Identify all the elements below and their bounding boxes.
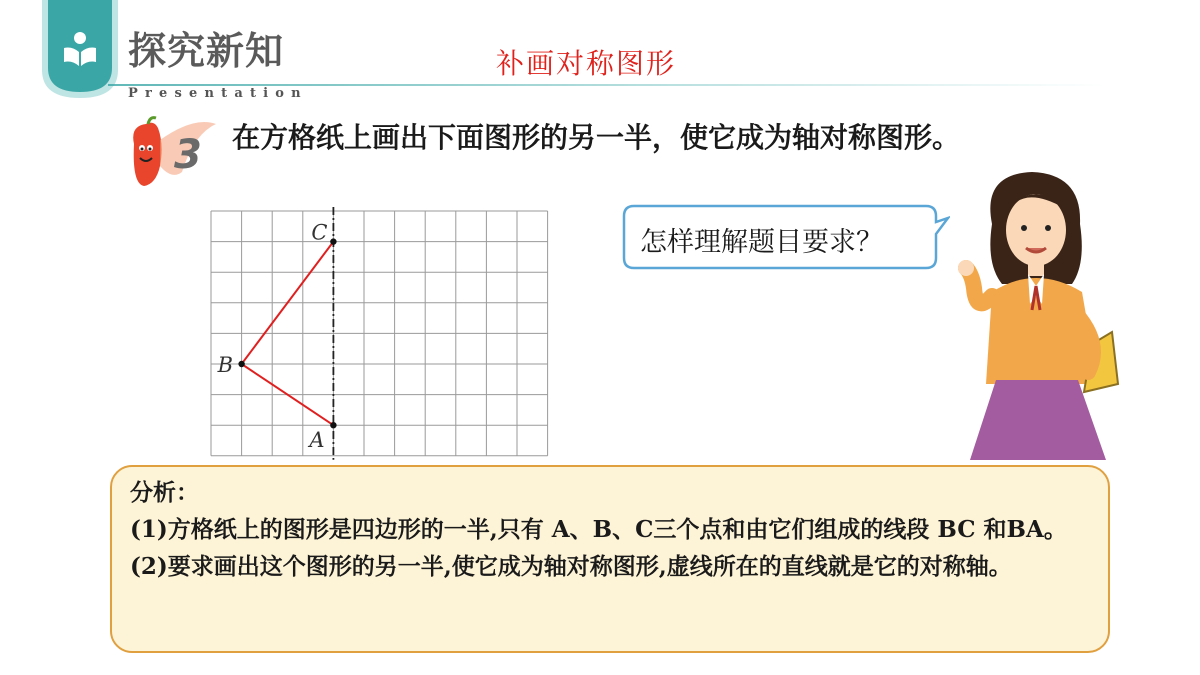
figure-points <box>217 221 337 453</box>
analysis-text <box>130 474 1090 585</box>
point-B <box>238 361 244 367</box>
grid-lines <box>211 211 548 456</box>
point-label-C: C <box>311 220 328 245</box>
point-A <box>330 422 336 428</box>
point-C <box>330 238 336 244</box>
analysis-point-1: (1)方格纸上的图形是四边形的一半,只有 A、B、C三个点和由它们组成的线段 BC 和BA。 <box>130 516 1067 543</box>
teacher-illustration <box>952 164 1122 464</box>
speech-text: 怎样理解题目要求？ <box>640 227 883 258</box>
header-title: 探究新知 <box>128 29 285 73</box>
section-title: 补画对称图形 <box>496 47 677 80</box>
problem-text: 在方格纸上画出下面图形的另一半，使它成为轴对称图形。 <box>232 121 961 154</box>
point-label-B: B <box>217 353 234 377</box>
analysis-heading: 分析： <box>130 479 199 506</box>
analysis-point-2: (2)要求画出这个图形的另一半,使它成为轴对称图形,虚线所在的直线就是它的对称轴。 <box>130 553 1012 580</box>
problem-number: 3 <box>174 132 202 178</box>
problem-number-badge <box>124 114 220 190</box>
header-subtitle: Presentation <box>128 86 308 101</box>
pepper-icon <box>133 123 161 186</box>
grid-figure <box>200 200 560 465</box>
point-label-A: A <box>309 428 325 453</box>
